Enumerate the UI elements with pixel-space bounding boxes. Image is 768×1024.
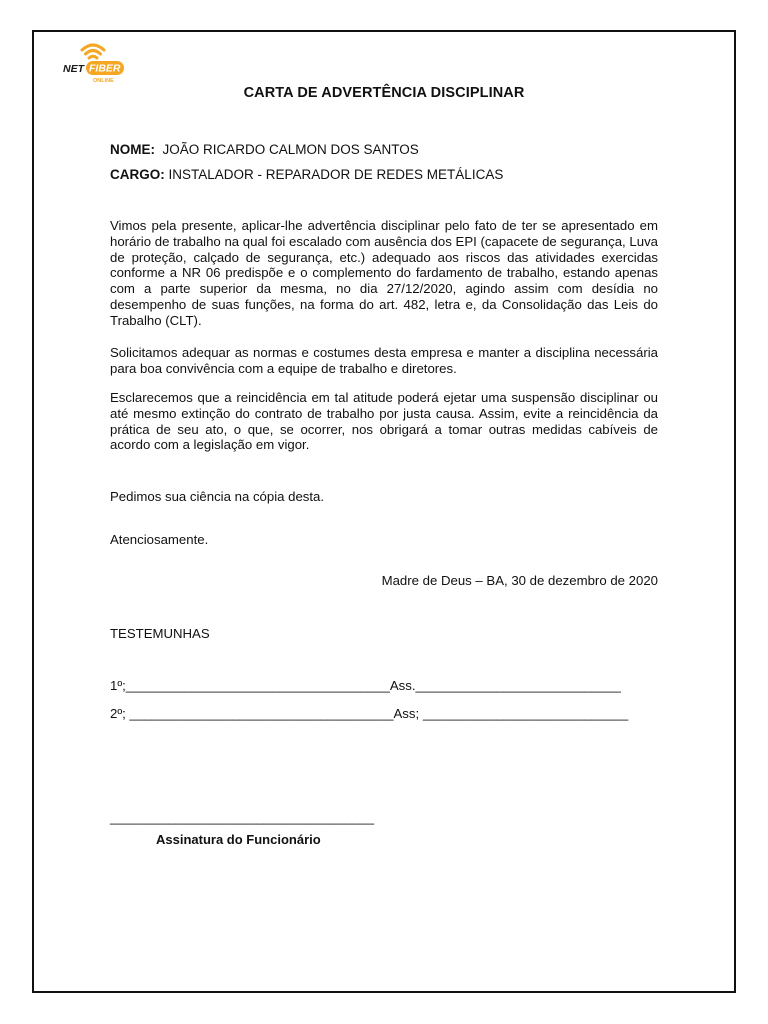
employee-role-row bbox=[110, 167, 503, 182]
role-value: INSTALADOR - REPARADOR DE REDES METÁLICAS bbox=[168, 167, 504, 182]
witnesses-heading: TESTEMUNHAS bbox=[110, 626, 210, 641]
letter-title: CARTA DE ADVERTÊNCIA DISCIPLINAR bbox=[243, 85, 525, 101]
acknowledge-text: Pedimos sua ciência na cópia desta. bbox=[110, 489, 325, 504]
signature-line: ____________________________________ bbox=[110, 810, 375, 825]
witness-line-2: 2º; ____________________________________Ass; ____________________________ bbox=[110, 706, 629, 721]
role-label: CARGO: bbox=[110, 167, 165, 182]
svg-text:FIBER: FIBER bbox=[89, 62, 121, 75]
svg-text:NET: NET bbox=[63, 63, 84, 75]
place-date: Madre de Deus – BA, 30 de dezembro de 2020 bbox=[381, 573, 658, 588]
body-paragraph-1: Vimos pela presente, aplicar-lhe advertência disciplinar pelo fato de ter se apresentado em horário de trabalho na qual foi escalado com ausência dos EPI (capacete de segurança, Luva de proteção, calçado de segurança, etc.) adequado aos riscos das atividades exercidas conforme a NR 06 predispõe e o complemento do fardamento de trabalho, estando apenas com a parte superior da mesma, no dia 27/12/2020, agindo assim com desídia no desempenho de suas funções, na forma do art. 482, letra e, da Consolidação das Leis do Trabalho (CLT). bbox=[110, 218, 658, 328]
svg-text:ONLINE: ONLINE bbox=[93, 78, 114, 84]
body-paragraph-3: Esclarecemos que a reincidência em tal atitude poderá ejetar uma suspensão disciplinar ou até mesmo extinção do contrato de trabalho por justa causa. Assim, evite a reincidência da prática de seu ato, o que, se ocorrer, nos obrigará a tomar outras medidas cabíveis de acordo com a legislação em vigor. bbox=[110, 390, 658, 453]
name-value: JOÃO RICARDO CALMON DOS SANTOS bbox=[162, 142, 419, 157]
witness-line-1: 1º;____________________________________Ass.____________________________ bbox=[110, 678, 621, 693]
body-paragraph-2: Solicitamos adequar as normas e costumes desta empresa e manter a disciplina necessária para boa convivência com a equipe de trabalho e diretores. bbox=[110, 345, 658, 376]
closing-text: Atenciosamente. bbox=[110, 532, 209, 547]
netfiber-logo-icon bbox=[60, 36, 126, 88]
name-label: NOME: bbox=[110, 142, 155, 157]
signature-caption: Assinatura do Funcionário bbox=[156, 832, 321, 847]
company-logo bbox=[60, 36, 126, 88]
employee-name-row bbox=[110, 142, 419, 157]
